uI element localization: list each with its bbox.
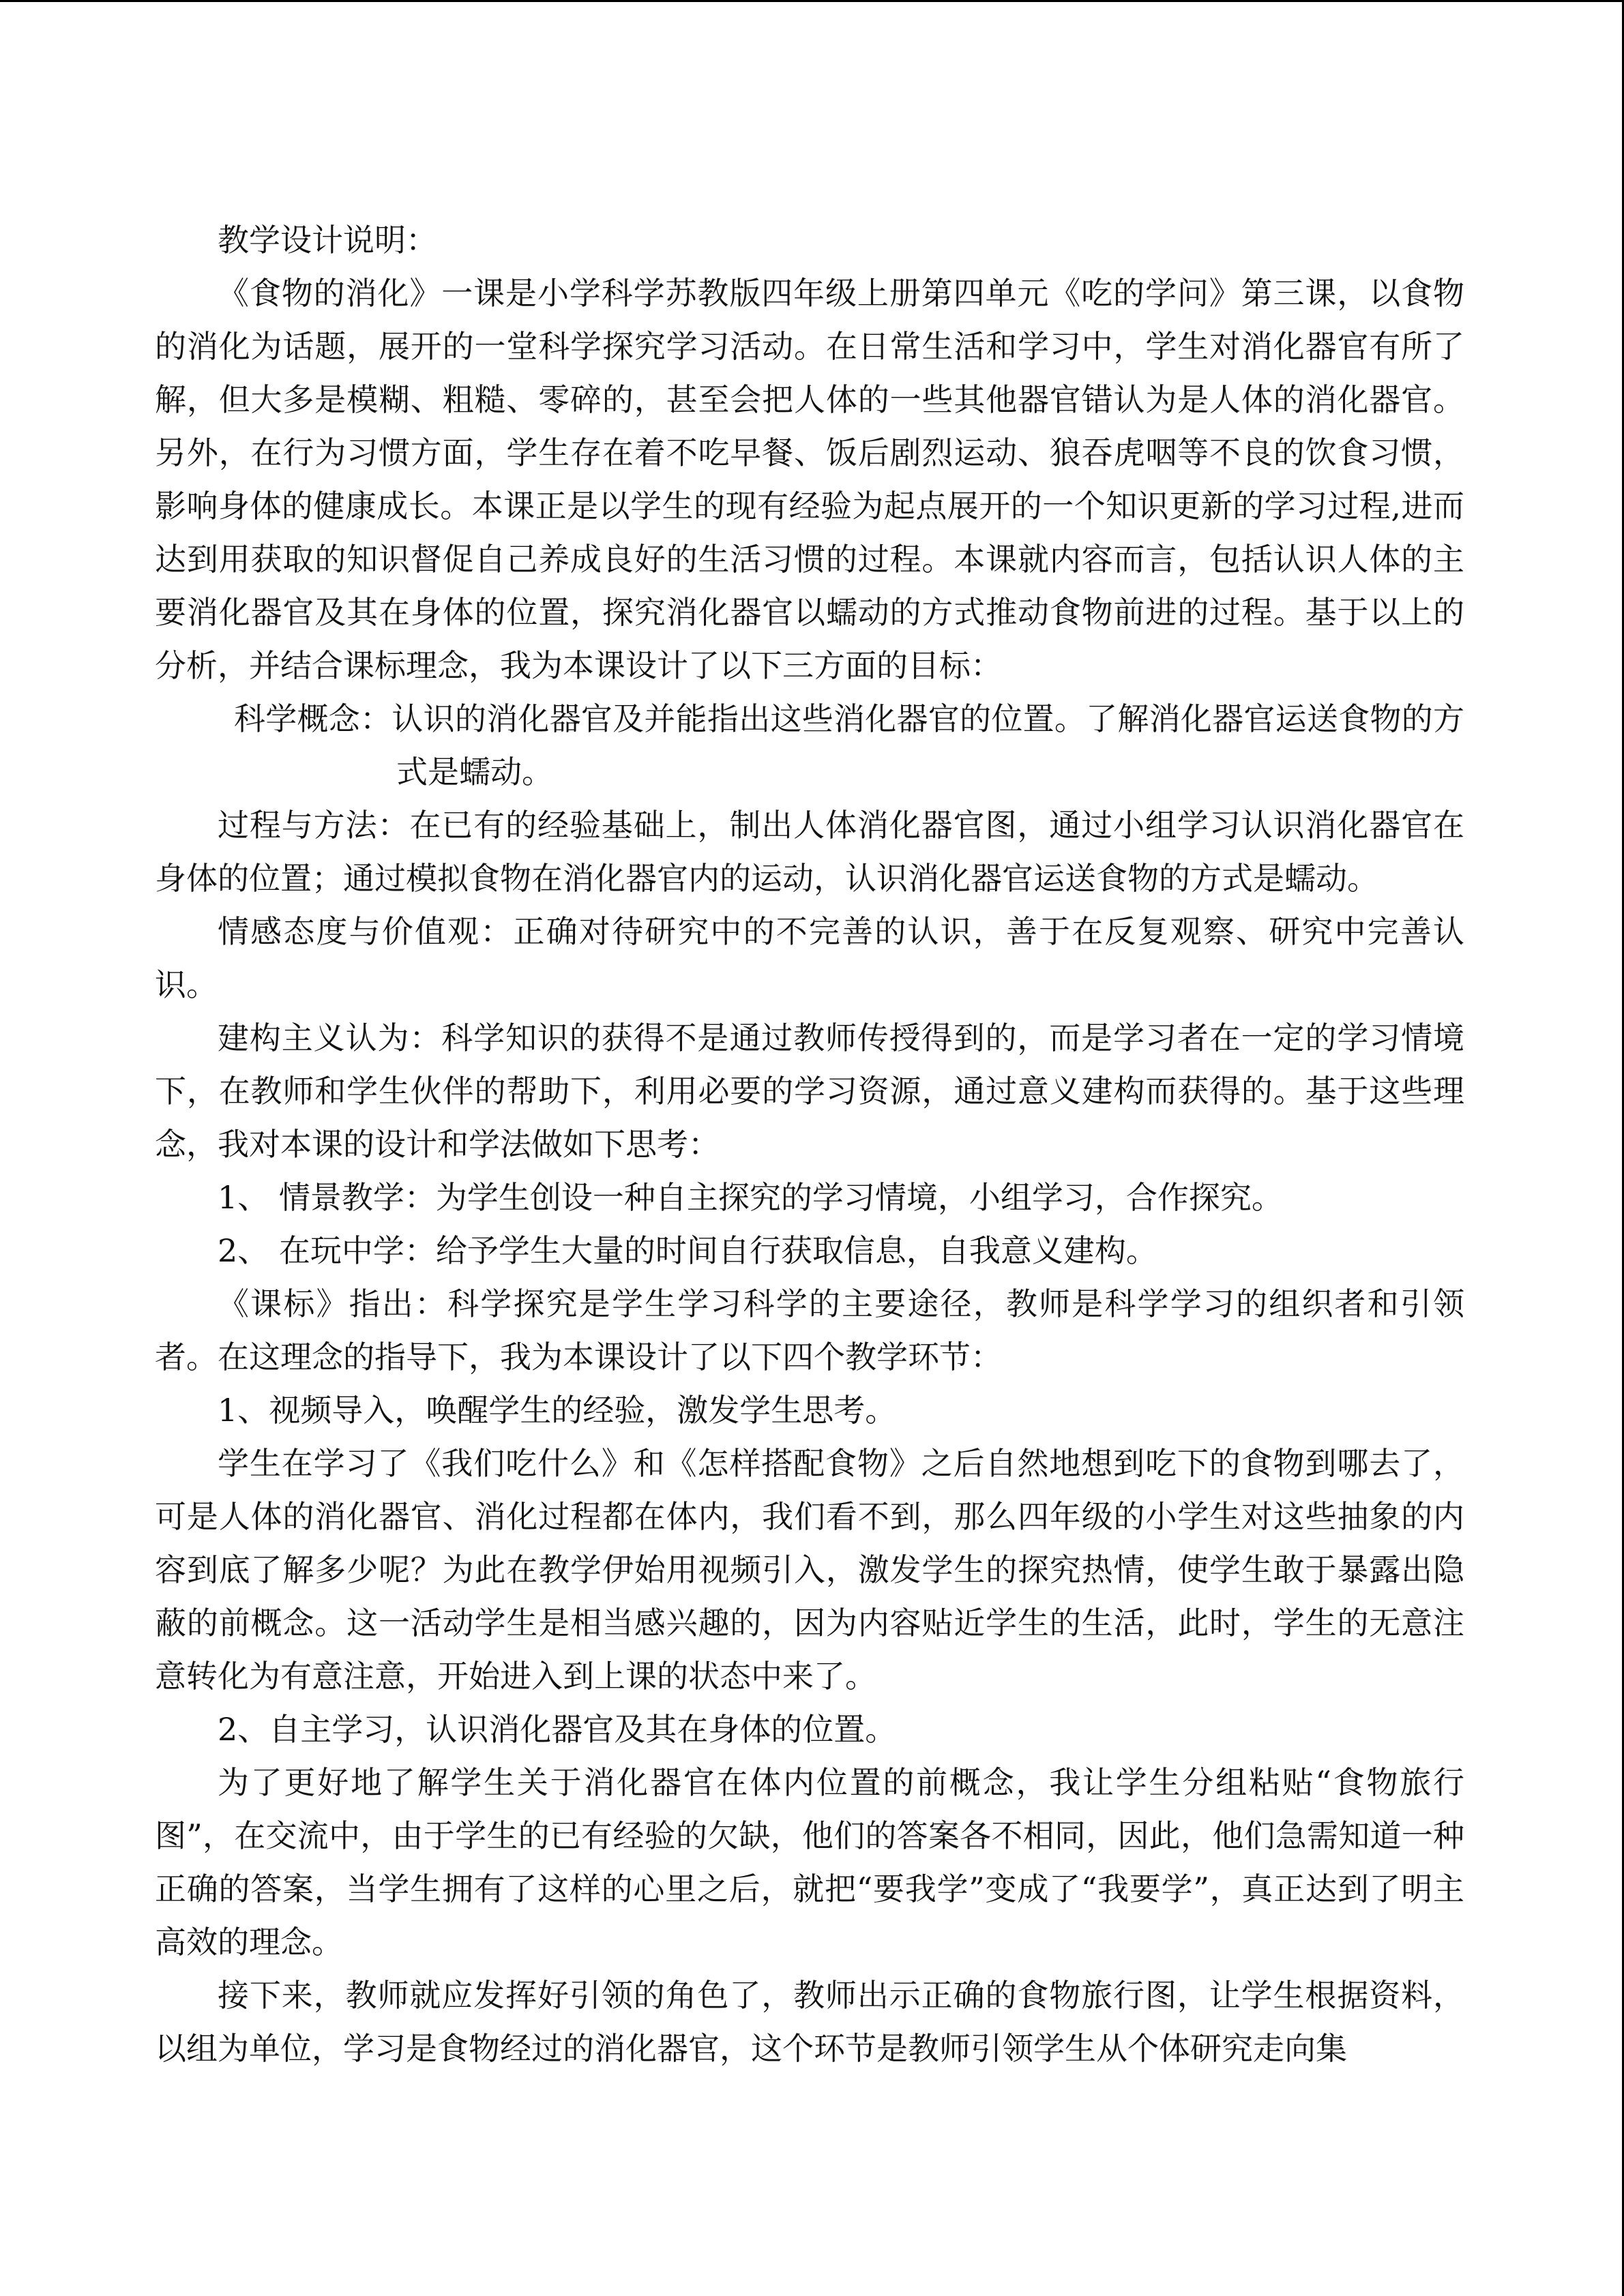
- goal-emotion-values: 情感态度与价值观：正确对待研究中的不完善的认识，善于在反复观察、研究中完善认识。: [155, 913, 1464, 1003]
- paragraph-intro: 《食物的消化》一课是小学科学苏教版四年级上册第四单元《吃的学问》第三课，以食物的消化为话题，展开的一堂科学探究学习活动。在日常生活和学习中，学生对消化器官有所了解，但大多是模糊、粗糙、零碎的，甚至会把人体的一些其他器官错认为是人体的消化器官。另外，在行为习惯方面，学生存在着不吃早餐、饭后剧烈运动、狼吞虎咽等不良的饮食习惯，影响身体的健康成长。本课正是以学生的现有经验为起点展开的一个知识更新的学习过程,进而达到用获取的知识督促自己养成良好的生活习惯的过程。本课就内容而言，包括认识人体的主要消化器官及其在身体的位置，探究消化器官以蠕动的方式推动食物前进的过程。基于以上的分析，并结合课标理念，我为本课设计了以下三方面的目标：: [155, 275, 1464, 684]
- paragraph-constructivism: 建构主义认为：科学知识的获得不是通过教师传授得到的，而是学习者在一定的学习情境下，在教师和学生伙伴的帮助下，利用必要的学习资源，通过意义建构而获得的。基于这些理念，我对本课的设计和学法做如下思考：: [155, 1019, 1464, 1163]
- method-item-1: 1、 情景教学：为学生创设一种自主探究的学习情境，小组学习，合作探究。: [218, 1179, 1283, 1216]
- step-1-body: 学生在学习了《我们吃什么》和《怎样搭配食物》之后自然地想到吃下的食物到哪去了，可是人体的消化器官、消化过程都在体内，我们看不到，那么四年级的小学生对这些抽象的内容到底了解多少呢？为此在教学伊始用视频引入，激发学生的探究热情，使学生敢于暴露出隐蔽的前概念。这一活动学生是相当感兴趣的，因为内容贴近学生的生活，此时，学生的无意注意转化为有意注意，开始进入到上课的状态中来了。: [155, 1445, 1464, 1695]
- step-2-body: 为了更好地了解学生关于消化器官在体内位置的前概念，我让学生分组粘贴“食物旅行图”，在交流中，由于学生的已有经验的欠缺，他们的答案各不相同，因此，他们急需知道一种正确的答案，当学生拥有了这样的心里之后，就把“要我学”变成了“我要学”，真正达到了明主高效的理念。: [155, 1764, 1464, 1960]
- paragraph-standard: 《课标》指出：科学探究是学生学习科学的主要途径，教师是科学学习的组织者和引领者。在这理念的指导下，我为本课设计了以下四个教学环节：: [155, 1285, 1464, 1375]
- step-2-title: 2、自主学习，认识消化器官及其在身体的位置。: [218, 1711, 897, 1748]
- step-2-next: 接下来，教师就应发挥好引领的角色了，教师出示正确的食物旅行图，让学生根据资料，以组为单位，学习是食物经过的消化器官，这个环节是教师引领学生从个体研究走向集: [155, 1977, 1464, 2067]
- goal-science-concept: 科学概念：认识的消化器官及并能指出这些消化器官的位置。了解消化器官运送食物的方式是蠕动。: [234, 700, 1464, 790]
- goal-process-method: 过程与方法：在已有的经验基础上，制出人体消化器官图，通过小组学习认识消化器官在身体的位置；通过模拟食物在消化器官内的运动，认识消化器官运送食物的方式是蠕动。: [155, 807, 1464, 897]
- document-body: [155, 213, 1464, 2075]
- method-item-2: 2、 在玩中学：给予学生大量的时间自行获取信息，自我意义建构。: [218, 1232, 1157, 1269]
- section-heading: 教学设计说明：: [218, 222, 437, 258]
- step-1-title: 1、视频导入，唤醒学生的经验，激发学生思考。: [218, 1392, 897, 1429]
